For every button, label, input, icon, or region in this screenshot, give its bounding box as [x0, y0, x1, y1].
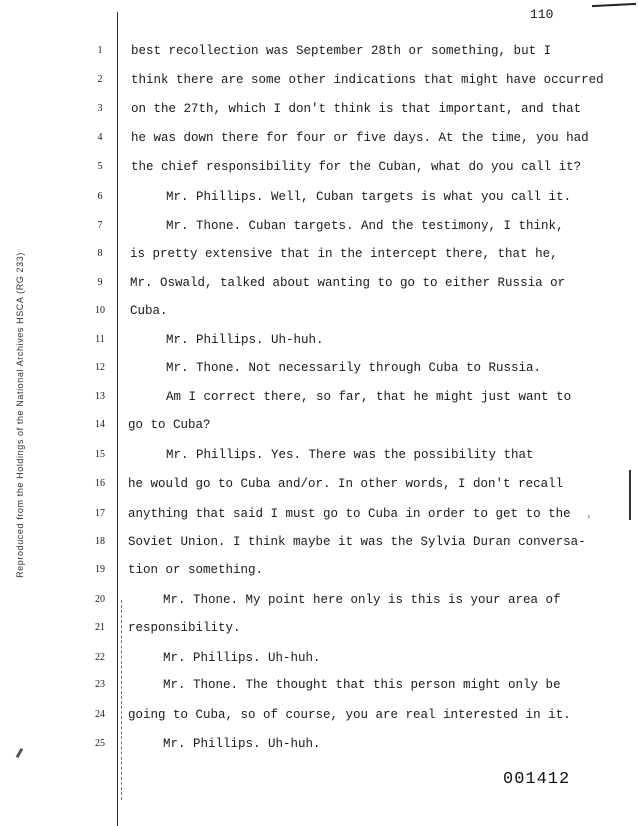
line-number: 2: [97, 74, 103, 85]
line-text: Mr. Thone. My point here only is this is your area of: [163, 593, 561, 607]
line-number: 20: [95, 594, 105, 605]
transcript-line: [0, 42, 638, 60]
line-number: 22: [95, 652, 105, 663]
line-text: responsibility.: [128, 621, 241, 635]
line-number: 7: [97, 220, 103, 231]
transcript-line: [0, 591, 638, 609]
transcript-line: [0, 475, 638, 493]
line-text: he was down there for four or five days. At the time, you had: [131, 131, 589, 145]
transcript-line: [0, 217, 638, 235]
line-number: 10: [95, 305, 105, 316]
transcript-line: [0, 302, 638, 320]
transcript-line: [0, 331, 638, 349]
line-number: 19: [95, 564, 105, 575]
transcript-line: [0, 446, 638, 464]
line-text: Soviet Union. I think maybe it was the Sylvia Duran conversa-: [128, 535, 586, 549]
line-number: 15: [95, 449, 105, 460]
line-number: 18: [95, 536, 105, 547]
line-text: Mr. Phillips. Uh-huh.: [163, 651, 321, 665]
transcript-line: [0, 505, 638, 523]
line-number: 23: [95, 679, 105, 690]
transcript-line: [0, 188, 638, 206]
line-text: on the 27th, which I don't think is that important, and that: [131, 102, 582, 116]
line-number: 8: [97, 248, 103, 259]
transcript-line: [0, 274, 638, 292]
transcript-line: [0, 388, 638, 406]
line-text: Mr. Phillips. Well, Cuban targets is what you call it.: [166, 190, 572, 204]
line-number: 12: [95, 362, 105, 373]
transcript-line: [0, 735, 638, 753]
line-text: Mr. Thone. The thought that this person might only be: [163, 678, 561, 692]
line-text: anything that said I must go to Cuba in order to get to the: [128, 507, 571, 521]
line-text: Cuba.: [130, 304, 168, 318]
line-text: he would go to Cuba and/or. In other words, I don't recall: [128, 477, 564, 491]
line-text: Mr. Phillips. Yes. There was the possibility that: [166, 448, 534, 462]
line-number: 13: [95, 391, 105, 402]
line-text: Am I correct there, so far, that he might just want to: [166, 390, 572, 404]
line-number: 21: [95, 622, 105, 633]
transcript-line: [0, 129, 638, 147]
transcript-line: [0, 706, 638, 724]
transcript-line: [0, 533, 638, 551]
line-number: 25: [95, 738, 105, 749]
transcript-line: [0, 158, 638, 176]
transcript-line: [0, 649, 638, 667]
archive-stamp: Reproduced from the Holdings of the National Archives HSCA (RG 233): [15, 252, 25, 578]
transcript-line: [0, 416, 638, 434]
top-right-mark: [592, 3, 636, 7]
transcript-line: [0, 359, 638, 377]
line-text: go to Cuba?: [128, 418, 211, 432]
line-number: 9: [97, 277, 103, 288]
document-number: 001412: [503, 770, 571, 789]
stray-mark: ›: [586, 512, 592, 522]
line-text: Mr. Phillips. Uh-huh.: [166, 333, 324, 347]
line-text: Mr. Thone. Not necessarily through Cuba to Russia.: [166, 361, 542, 375]
line-text: tion or something.: [128, 563, 264, 577]
line-number: 17: [95, 508, 105, 519]
transcript-line: [0, 561, 638, 579]
line-number: 4: [97, 132, 103, 143]
line-number: 3: [97, 103, 103, 114]
line-number: 1: [97, 45, 103, 56]
line-number: 5: [97, 161, 103, 172]
line-text: the chief responsibility for the Cuban, what do you call it?: [131, 160, 582, 174]
line-text: best recollection was September 28th or something, but I: [131, 44, 552, 58]
line-text: Mr. Thone. Cuban targets. And the testimony, I think,: [166, 219, 564, 233]
line-number: 11: [95, 334, 105, 345]
line-text: think there are some other indications that might have occurred: [131, 73, 604, 87]
line-number: 16: [95, 478, 105, 489]
line-text: Mr. Phillips. Uh-huh.: [163, 737, 321, 751]
line-text: is pretty extensive that in the intercept there, that he,: [130, 247, 558, 261]
transcript-line: [0, 676, 638, 694]
line-text: Mr. Oswald, talked about wanting to go to either Russia or: [130, 276, 566, 290]
line-number: 14: [95, 419, 105, 430]
transcript-line: [0, 245, 638, 263]
transcript-line: [0, 71, 638, 89]
page-number: 110: [530, 7, 554, 22]
line-number: 6: [97, 191, 103, 202]
line-text: going to Cuba, so of course, you are real interested in it.: [128, 708, 571, 722]
transcript-line: [0, 100, 638, 118]
transcript-line: [0, 619, 638, 637]
line-number: 24: [95, 709, 105, 720]
